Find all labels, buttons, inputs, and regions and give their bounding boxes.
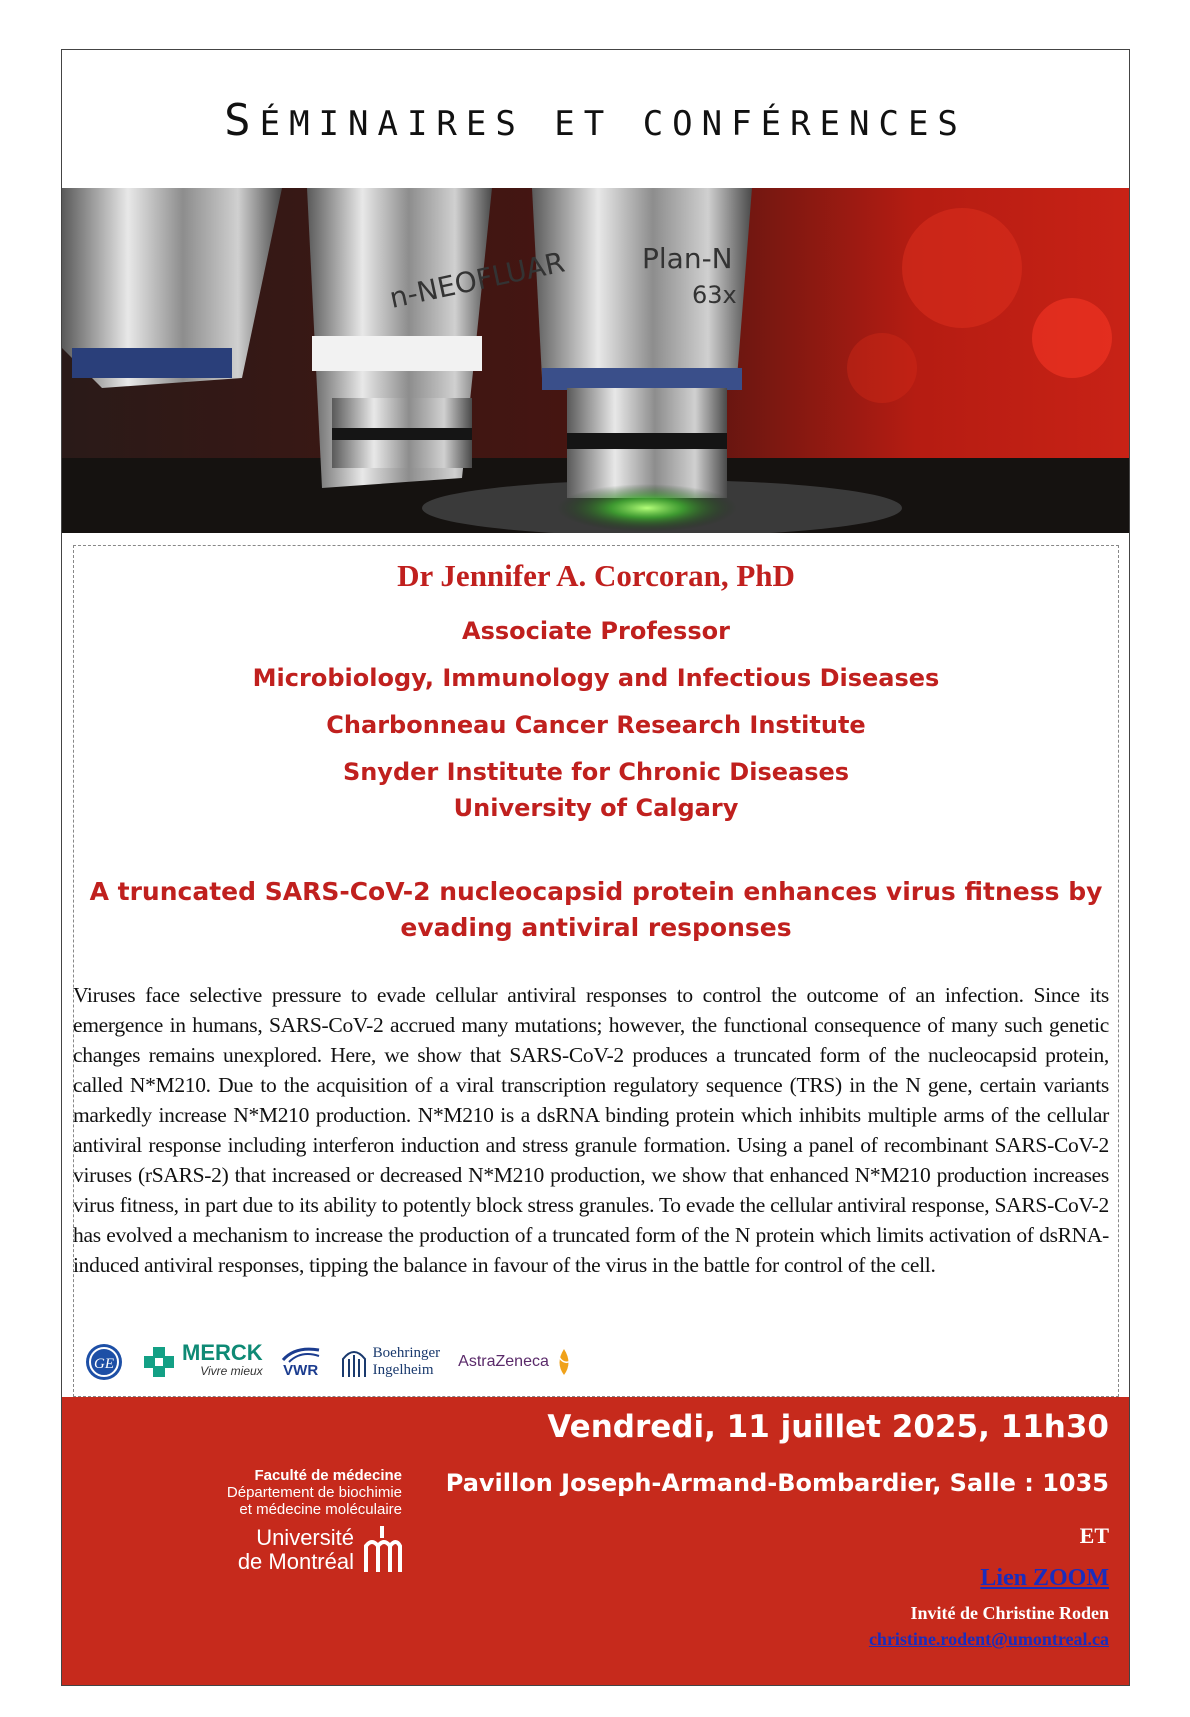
vwr-logo	[281, 1346, 321, 1378]
event-date: Vendredi, 11 juillet 2025, 11h30	[547, 1409, 1109, 1445]
boehringer-icon	[339, 1345, 369, 1379]
faculty-name: Faculté de médecine	[254, 1467, 402, 1484]
zoom-link[interactable]: Lien ZOOM	[980, 1565, 1109, 1591]
microscope-banner-image	[62, 188, 1129, 533]
event-and: ET	[1079, 1523, 1109, 1548]
university-name-2: de Montréal	[237, 1549, 354, 1574]
speaker-name: Dr Jennifer A. Corcoran, PhD	[397, 558, 795, 593]
speaker-position: Associate Professor	[462, 617, 730, 645]
merck-icon	[142, 1345, 176, 1379]
merck-tagline: Vivre mieux	[200, 1364, 263, 1378]
page-title: SÉMINAIRES ET CONFÉRENCES	[224, 95, 967, 146]
talk-title-line-1: A truncated SARS-CoV-2 nucleocapsid protein enhances virus fitness by	[89, 877, 1103, 906]
merck-name: MERCK	[182, 1340, 263, 1365]
speaker-institute-1: Charbonneau Cancer Research Institute	[326, 711, 866, 739]
speaker-institute-2: Snyder Institute for Chronic Diseases	[342, 758, 850, 786]
svg-text:Plan-N: Plan-N	[642, 242, 733, 275]
abstract-text: Viruses face selective pressure to evade cellular antiviral responses to control the outcome of an infection. Since its emergence in humans, SARS-CoV-2 accrued many mutations; however, the functional consequence of many such genetic changes remains unexplored. Here, we show that SARS-CoV-2 produces a truncated form of the nucleocapsid protein, called N*M210. Due to the acquisition of a viral transcription regulatory sequence (TRS) in the N gene, certain variants markedly increase N*M210 production. N*M210 is a dsRNA binding protein which inhibits multiple arms of the cellular antiviral response including interferon induction and stress granule formation. Using a panel of recombinant SARS-CoV-2 viruses (rSARS-2) that increased or decreased N*M210 production, we show that enhanced N*M210 production increases virus fitness, in part due to its ability to potently block stress granules. To evade the cellular antiviral response, SARS-CoV-2 has evolved a mechanism to increase the production of a truncated form of the N protein which limits activation of dsRNA-induced antiviral responses, tipping the balance in favour of the virus in the battle for control of the cell.	[73, 983, 1109, 1277]
talk-title-line-2: evading antiviral responses	[400, 913, 792, 942]
department-line-1: Département de biochimie	[226, 1484, 402, 1501]
title-rest: ÉMINAIRES ET CONFÉRENCES	[259, 104, 967, 144]
boehringer-name-2: Ingelheim	[372, 1362, 434, 1378]
ge-logo	[84, 1342, 124, 1382]
host-invite: Invité de Christine Roden	[910, 1603, 1109, 1623]
svg-text:GE: GE	[94, 1356, 114, 1372]
svg-text:n-NEOFLUAR: n-NEOFLUAR	[386, 245, 568, 315]
sponsor-logos	[84, 1336, 577, 1388]
svg-text:63x: 63x	[692, 281, 737, 309]
university-name-1: Université	[256, 1525, 354, 1550]
boehringer-name-1: Boehringer	[372, 1345, 441, 1361]
host-email-link[interactable]: christine.rodent@umontreal.ca	[868, 1629, 1109, 1649]
merck-logo	[142, 1340, 263, 1380]
vwr-name: VWR	[283, 1362, 319, 1379]
astrazeneca-name: AstraZeneca	[458, 1353, 549, 1370]
astrazeneca-icon	[551, 1347, 577, 1377]
speaker-university: University of Calgary	[453, 794, 739, 822]
udem-logo-block	[82, 1467, 402, 1574]
udem-emblem-icon	[362, 1524, 402, 1574]
boehringer-logo	[339, 1345, 440, 1379]
astrazeneca-logo	[458, 1347, 577, 1377]
department-line-2: et médecine moléculaire	[239, 1501, 402, 1518]
event-location: Pavillon Joseph-Armand-Bombardier, Salle : 1035	[445, 1469, 1109, 1497]
event-footer	[62, 1397, 1129, 1685]
speaker-department: Microbiology, Immunology and Infectious Diseases	[252, 664, 940, 692]
